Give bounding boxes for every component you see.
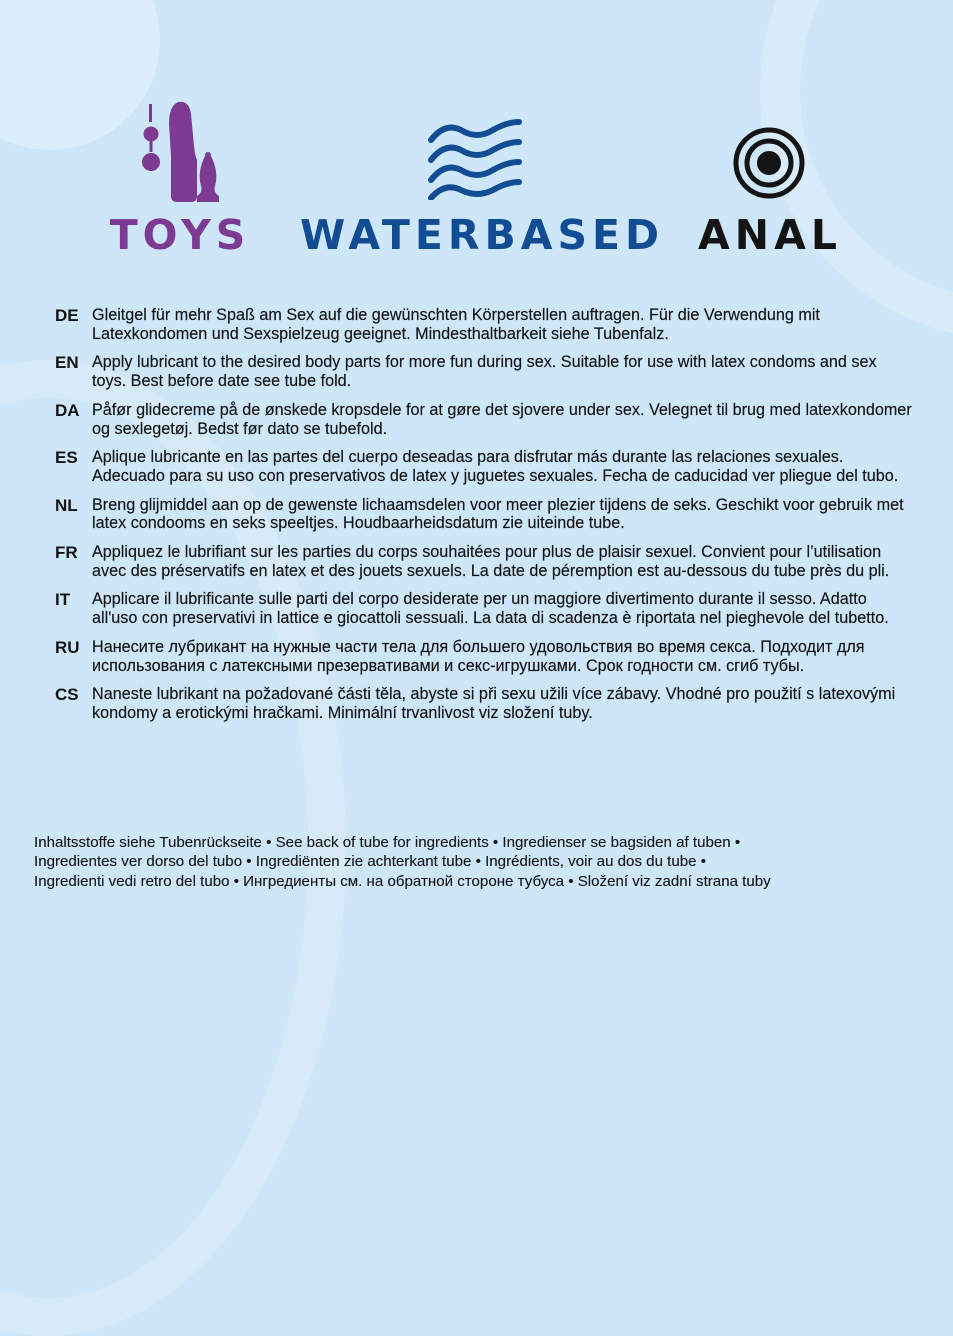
waves-icon: [427, 118, 523, 200]
anal-feature: [695, 100, 845, 270]
instruction-text: Нанесите лубрикант на нужные части тела для большего удовольствия во время секса. Подходит для использования с латексными презервативами и секс-игрушками. Срок годности см. сгиб тубы.: [92, 637, 865, 675]
toys-icon: [133, 100, 228, 205]
ingredients-line: Ingredienti vedi retro del tubo • Ингредиенты см. на обратной стороне тубуса • Složení viz zadní strana tuby: [34, 872, 771, 890]
instruction-text: Naneste lubrikant na požadované části těla, abyste si při sexu užili více zábavy. Vhodné pro použití s latexovými kondomy a erotickými hračkami. Minimální trvanlivost viz složení tuby.: [92, 685, 896, 722]
instruction-text: Aplique lubricante en las partes del cuerpo deseadas para disfrutar más durante las relaciones sexuales. Adecuado para su uso con preservativos de latex y juguetes sexuales. Fecha de caducidad ver pliegue del tubo.: [92, 448, 899, 485]
instruction-ru: [55, 638, 915, 675]
instruction-cs: [55, 685, 915, 722]
instruction-text: Påfør glidecreme på de ønskede kropsdele for at gøre det sjovere under sex. Velegnet til brug med latexkondomer og sexlegetøj. Bedst før dato se tubefold.: [92, 400, 912, 438]
toys-feature: [105, 100, 255, 270]
language-code: CS: [55, 685, 79, 705]
language-code: DE: [55, 306, 79, 325]
anal-label: ANAL: [698, 211, 842, 259]
language-code: ES: [55, 448, 78, 468]
language-code: FR: [55, 543, 78, 563]
feature-icons-row: [0, 100, 953, 270]
instruction-text: Appliquez le lubrifiant sur les parties du corps souhaitées pour plus de plaisir sexuel. Convient pour l’utilisation avec des préservatifs en latex et des jouets sexuels. La date de péremption est au-dessous du tube près du pli.: [92, 543, 890, 580]
waterbased-label: WATERBASED: [300, 211, 665, 259]
instruction-text: Breng glijmiddel aan op de gewenste lichaamsdelen voor meer plezier tijdens de seks. Geschikt voor gebruik met latex condooms en seks speeltjes. Houdbaarheidsdatum zie uiteinde tube.: [92, 495, 904, 533]
instruction-text: Apply lubricant to the desired body parts for more fun during sex. Suitable for use with latex condoms and sex toys. Best before date see tube fold.: [92, 353, 877, 391]
language-code: RU: [55, 637, 80, 657]
instruction-da: [55, 401, 915, 438]
usage-instructions: [55, 306, 915, 733]
instruction-text: Gleitgel für mehr Spaß am Sex auf die gewünschten Körperstellen auftragen. Für die Verwendung mit Latexkondomen und Sexspielzeug geeignet. Mindesthaltbarkeit siehe Tubenfalz.: [92, 306, 820, 343]
instruction-it: [55, 590, 915, 627]
instruction-fr: [55, 543, 915, 580]
concentric-circles-icon: [731, 125, 807, 201]
ingredients-line: Ingredientes ver dorso del tubo • Ingrediënten zie achterkant tube • Ingrédients, voir au dos du tube •: [34, 853, 707, 871]
ingredients-line: Inhaltsstoffe siehe Tubenrückseite • See back of tube for ingredients • Ingredienser se bagsiden af tuben •: [34, 834, 741, 851]
language-code: DA: [55, 400, 80, 420]
language-code: EN: [55, 353, 79, 373]
toys-label: TOYS: [109, 211, 251, 259]
instruction-nl: [55, 496, 915, 533]
instruction-en: [55, 353, 915, 390]
language-code: NL: [55, 495, 78, 515]
waterbased-feature: [300, 100, 665, 270]
instruction-de: [55, 306, 915, 343]
instruction-es: [55, 448, 915, 485]
language-code: IT: [55, 590, 71, 610]
ingredients-note: [34, 833, 924, 891]
instruction-text: Applicare il lubrificante sulle parti del corpo desiderate per un maggiore divertimento durante il sesso. Adatto all'uso con preservativi in lattice e giocattoli sessuali. La data di scadenza è riportata nel pieghevole del tubetto.: [92, 590, 889, 628]
